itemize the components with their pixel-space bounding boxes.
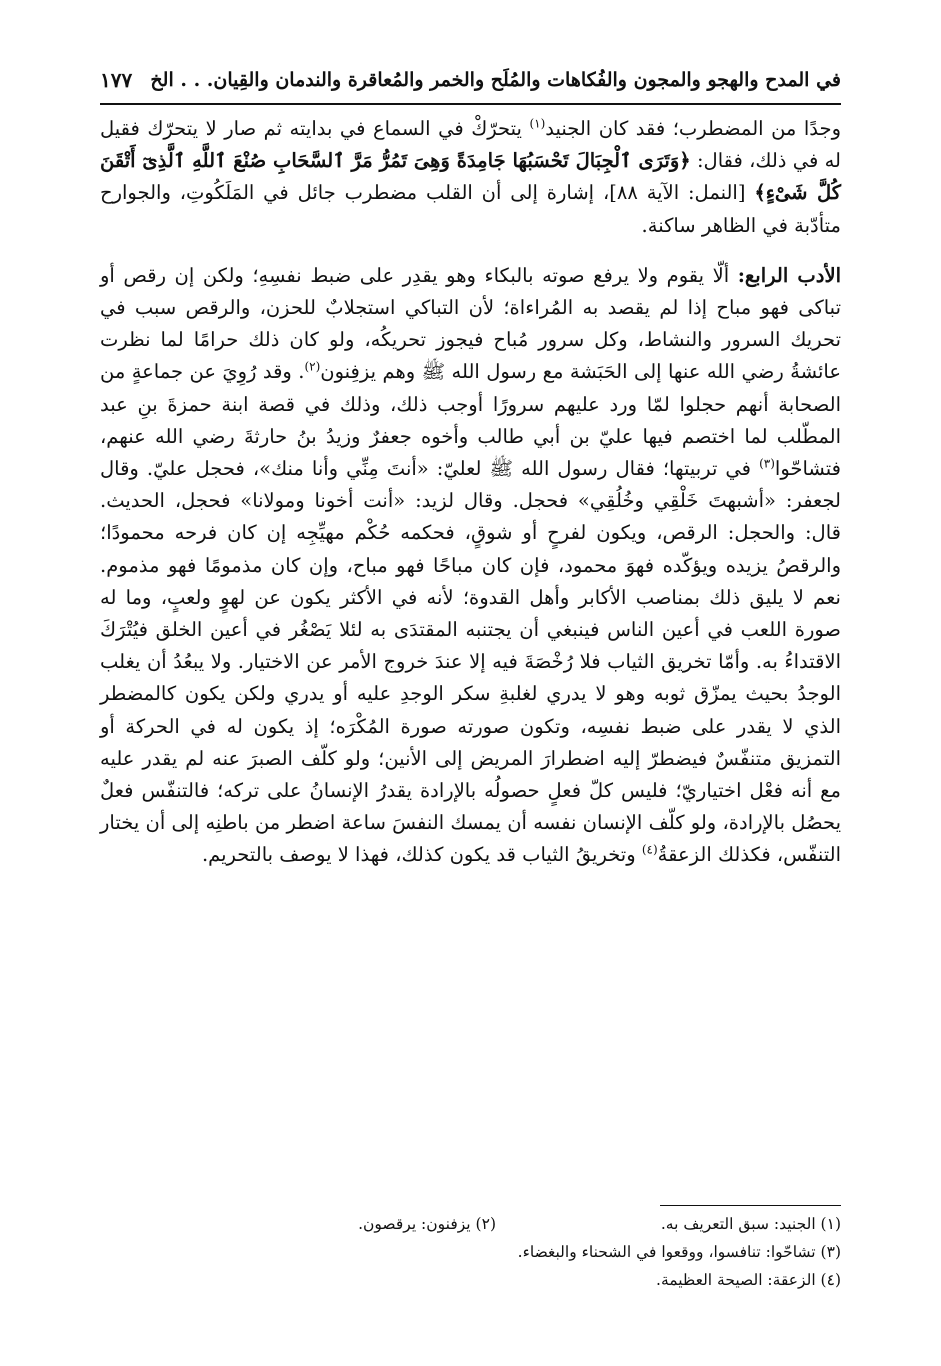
footnote-ref-1: (١) xyxy=(529,116,546,131)
paragraph-2 xyxy=(100,260,841,872)
footnote-2: (٢) يزفنون: يرقصون. xyxy=(358,1215,496,1233)
footnote-rule xyxy=(660,1205,841,1206)
footnote-4: (٤) الزعقة: الصيحة العظيمة. xyxy=(656,1271,841,1289)
page-header xyxy=(100,62,841,98)
footnote-3: (٣) تشاحّوا: تنافسوا، ووقعوا في الشحناء والبغضاء. xyxy=(517,1243,841,1261)
paragraph-1-text-2: يتحرّكْ في السماع في بدايته ثم صار لا يتحرّك فقيل له في ذلك، فقال: xyxy=(100,117,842,173)
paragraph-2-text-1: ألّا يقوم ولا يرفع صوته بالبكاء وهو يقدِر على ضبط نفسِهِ؛ ولكن إن رقص أو تباكى فهو مباح إذا لم يقصد به المُراءاة؛ لأن التباكي استجلابٌ للحزن، والرقص سبب في تحريك السرور والنشاط، وكل سرور مُباح فيجوز تحريكُه، ولو كان ذلك حرامًا لما نظرت عائشةُ رضي الله عنها إلى الحَبَشة مع رسول الله ﷺ وهم يزفِنون xyxy=(100,263,841,384)
quran-verse: ﴿وَتَرَى ٱلْجِبَالَ تَحْسَبُهَا جَامِدَةً وَهِىَ تَمُرُّ مَرَّ ٱلسَّحَابِ صُنْعَ ٱللَّهِ ٱلَّذِىٓ أَتْقَنَ كُلَّ شَىْءٍ﴾ xyxy=(100,149,842,205)
running-head: في المدح والهجو والمجون والفُكاهات والمُلَح والخمر والمُعاقرة والندمان والقِيان. . . الخ xyxy=(150,69,841,91)
footnote-row xyxy=(100,1266,841,1294)
paragraph-2-text-2: . وقد رُوِيَ عن جماعةٍ من الصحابة أنهم حجلوا لمّا ورد عليهم سرورًا أوجب ذلك، وذلك في قصة ابنة حمزةَ بنِ عبد المطّلب لما اختصم فيها عليّ بن أبي طالب وأخوه جعفرٌ وزيدُ بنُ حارثةَ رضي الله عنهم، فتشاحّوا xyxy=(100,360,841,481)
section-heading: الأدب الرابع: xyxy=(737,263,841,287)
footnote-row xyxy=(100,1238,841,1266)
paragraph-2-text-3: في تربيتها؛ فقال رسول الله ﷺ لعليّ: «أنتَ مِنِّي وأنا منك»، فحجل عليّ. وقال لجعفر: «أشبهتَ خَلْقِي وخُلُقِي» فحجل. وقال لزيد: «أنت أخونا ومولانا» فحجل، الحديث. قال: والحجل: الرقص، ويكون لفرحٍ أو شوقٍ، فحكمه حُكْم مهيِّجِه إن كان فرحه محمودًا؛ والرقصُ يزيده ويؤكّده فهوَ محمود، فإن كان مباحًا فهو مباح، وإن كان مذمومًا فهو مذموم. نعم لا يليق ذلك بمناصب الأكابر وأهل القدوة؛ لأنه في الأكثر يكون عن لهوٍ ولعبٍ، وما له صورة اللعب في أعين الناس فينبغي أن يجتنبه المقتدَى به لئلا يَصْغُر في أعين الخلق فيُتْرَكَ الاقتداءُ به. وأمّا تخريق الثياب فلا رُخْصَةَ فيه إلا عندَ خروج الأمر عن الاختيار. ولا يبعُدُ أن يغلب الوجدُ بحيث يمزّق ثوبه وهو لا يدري لغلبةِ سكر الوجدِ عليه أو يدري ولكن يكون كالمضطر الذي لا يقدر على ضبط نفسِه، وتكون صورته صورة المُكْرَه؛ إذ يكون له في الحركة أو التمزيق متنفّسٌ فيضطرّ إليه اضطرارَ المريض إلى الأنين؛ ولو كلّف الصبرَ عنه لم يقدر عليه مع أنه فعْل اختياريّ؛ فليس كلّ فعلٍ حصولُه بالإرادة يقدرُ الإنسانُ على تركه؛ فالتنفّس فعلٌ يحصُل بالإرادة، ولو كلّف الإنسان نفسه أن يمسك النفسَ ساعة اضطر من باطنِه إلى أن يختار التنفّس، فكذلك الزعقةُ xyxy=(100,457,841,867)
page-number: ١٧٧ xyxy=(100,68,133,92)
footnote-1: (١) الجنيد: سبق التعريف به. xyxy=(660,1215,841,1233)
main-text xyxy=(100,113,841,872)
footnote-ref-2: (٢) xyxy=(304,359,321,374)
header-rule xyxy=(100,103,841,105)
footnotes xyxy=(100,1210,841,1294)
paragraph-1-text-3: [النمل: الآية ٨٨]، إشارة إلى أن القلب مضطرب جائل في المَلَكُوتِ، والجوارح متأدّبة في الظاهر ساكنة. xyxy=(100,181,841,237)
footnote-row xyxy=(100,1210,841,1238)
footnote-ref-3: (٣) xyxy=(759,456,775,471)
paragraph-2-text-4: وتخريقُ الثياب قد يكون كذلك، فهذا لا يوصف بالتحريم. xyxy=(201,843,642,867)
paragraph-1 xyxy=(100,113,841,242)
paragraph-1-text-1: وجدًا من المضطرب؛ فقد كان الجنيد xyxy=(545,117,841,140)
footnote-ref-4: (٤) xyxy=(641,842,658,857)
